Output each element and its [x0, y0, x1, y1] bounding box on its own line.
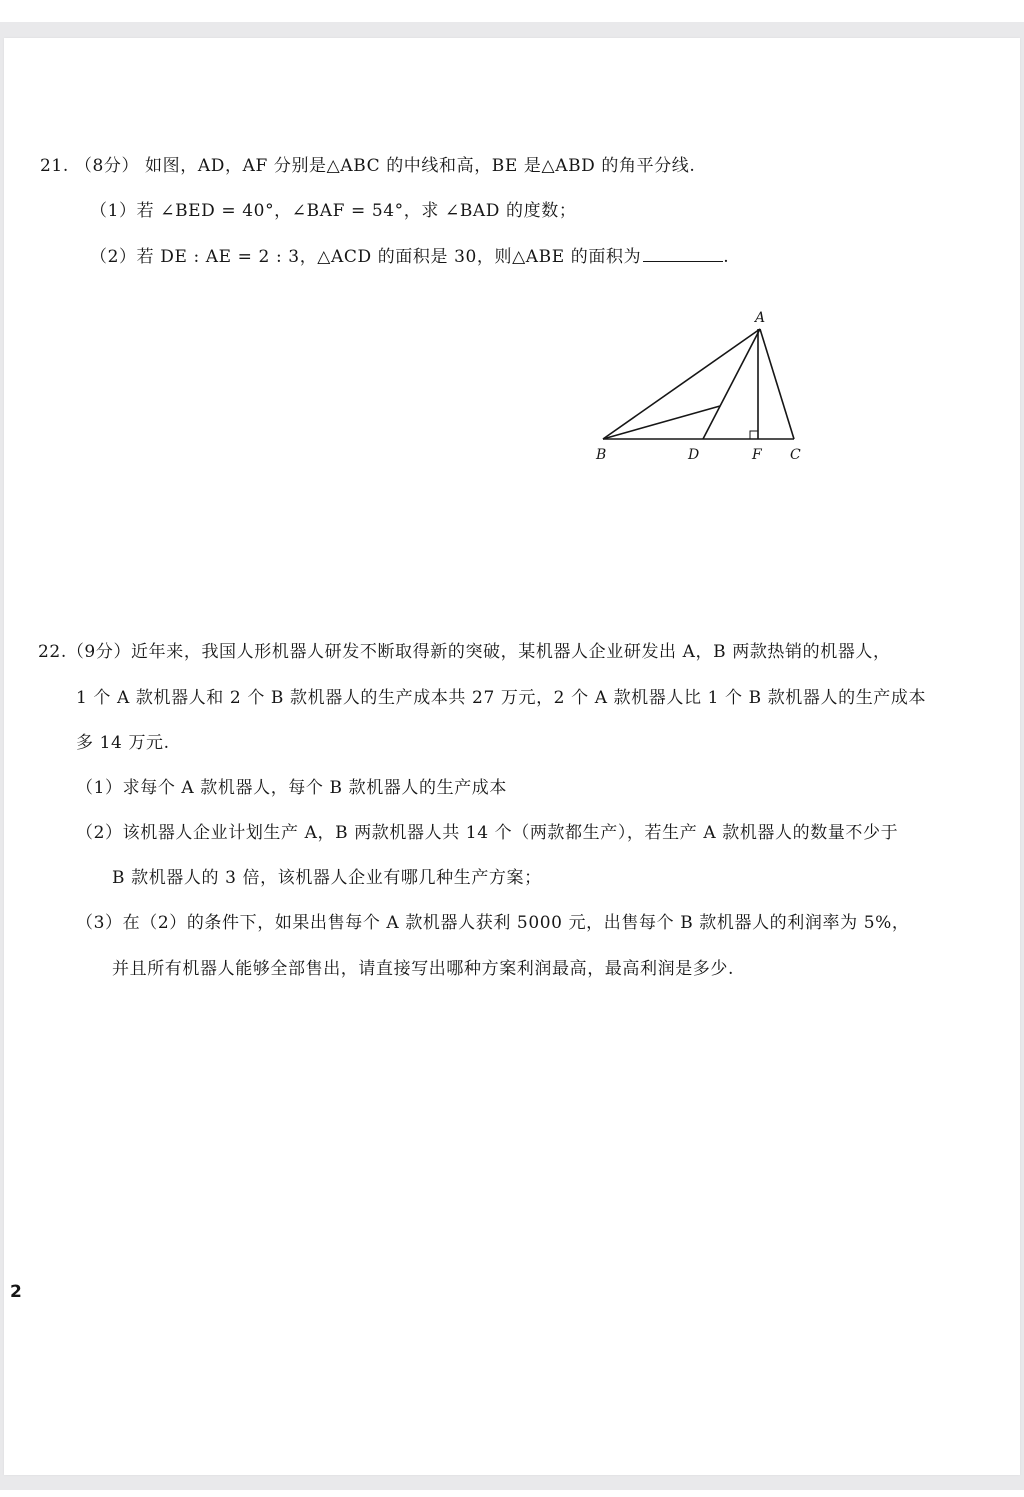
triangle-lines [603, 329, 794, 439]
answer-blank[interactable] [643, 245, 723, 262]
q22-intro-line1: 22.（9分）近年来，我国人形机器人研发不断取得新的突破，某机器人企业研发出 A，B 两款热销的机器人， [38, 642, 891, 662]
top-strip [0, 0, 1024, 22]
label-C: C [790, 447, 801, 463]
q22-part2-line2: B 款机器人的 3 倍，该机器人企业有哪几种生产方案； [112, 868, 542, 888]
label-F: F [752, 447, 762, 463]
label-D: D [688, 447, 700, 463]
q22-part1: （1）求每个 A 款机器人，每个 B 款机器人的生产成本 [76, 778, 507, 798]
q22-part3-line2: 并且所有机器人能够全部售出，请直接写出哪种方案利润最高，最高利润是多少. [112, 959, 735, 979]
segment-AC [760, 329, 794, 439]
q21-part2-text: （2）若 DE : AE = 2 : 3，△ACD 的面积是 30，则△ABE 的面积为 [90, 247, 642, 267]
segment-BE [603, 406, 720, 439]
page-number: 2 [10, 1282, 22, 1302]
segment-BA [603, 329, 760, 439]
q22-intro-line2: 1 个 A 款机器人和 2 个 B 款机器人的生产成本共 27 万元，2 个 A 款机器人比 1 个 B 款机器人的生产成本 [76, 688, 927, 708]
q21-part2-end: . [723, 247, 730, 267]
q22-part3-line1: （3）在（2）的条件下，如果出售每个 A 款机器人获利 5000 元，出售每个 B 款机器人的利润率为 5%， [76, 913, 910, 933]
label-B: B [596, 447, 607, 463]
bottom-strip [0, 1490, 1024, 1497]
triangle-figure [580, 263, 820, 493]
q21-title: 21. （8分） 如图，AD，AF 分别是△ABC 的中线和高，BE 是△ABD 的角平分线. [40, 156, 696, 176]
segment-AD [703, 329, 760, 439]
label-A: A [755, 310, 766, 326]
q22-part2-line1: （2）该机器人企业计划生产 A，B 两款机器人共 14 个（两款都生产），若生产 A 款机器人的数量不少于 [76, 823, 899, 843]
right-angle-mark [750, 431, 758, 439]
q21-part1: （1）若 ∠BED = 40°，∠BAF = 54°，求 ∠BAD 的度数； [90, 201, 577, 221]
q22-intro-line3: 多 14 万元. [76, 733, 170, 753]
